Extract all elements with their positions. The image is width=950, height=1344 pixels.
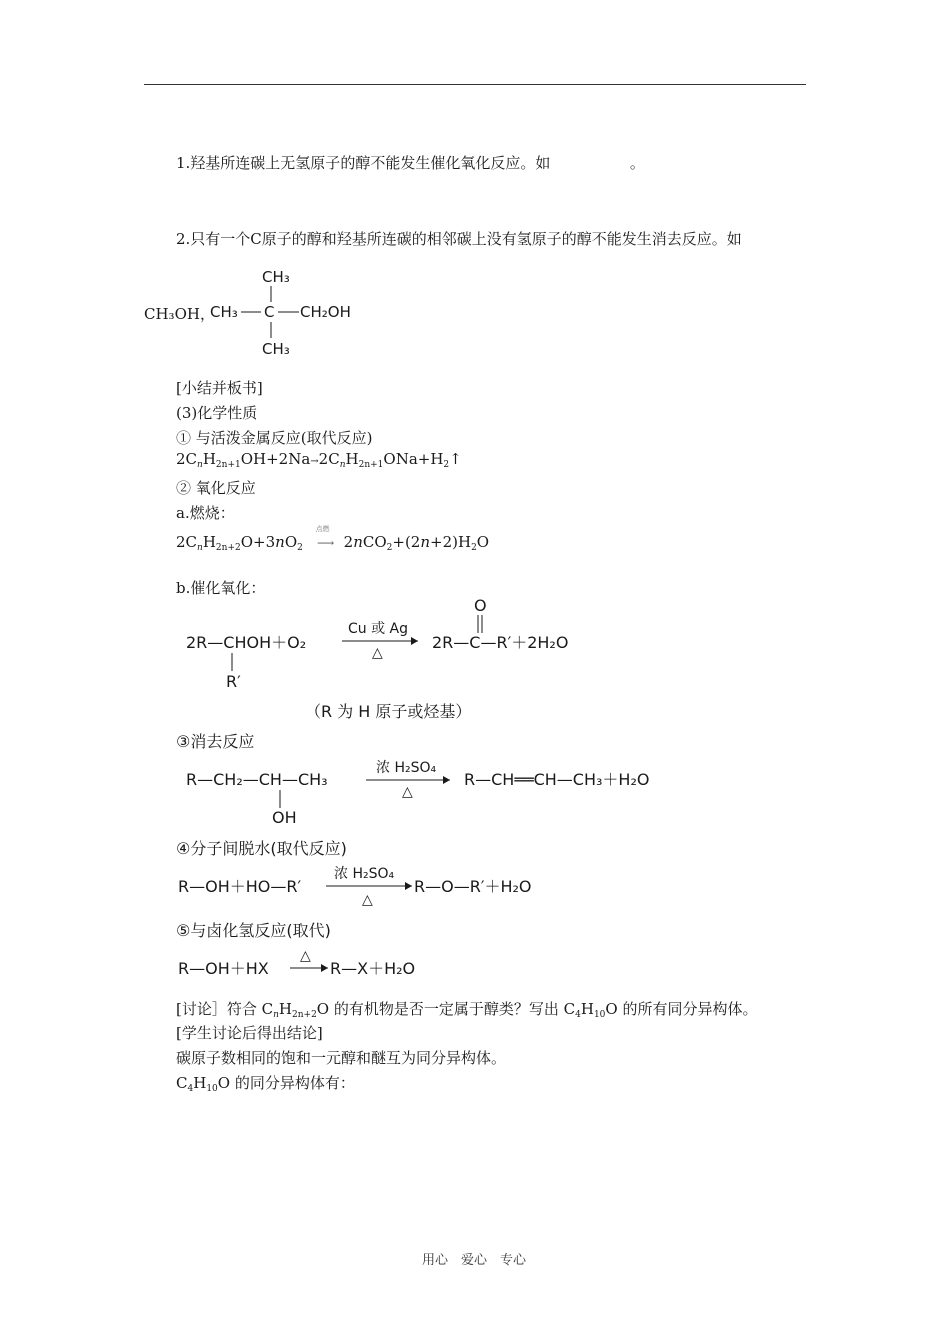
- struct-right-ch2oh: CH₂OH: [300, 303, 351, 321]
- dehyd-arrowhead: [405, 882, 412, 890]
- reaction-4-title: ④分子间脱水(取代反应): [176, 839, 347, 858]
- dehyd-lhs: R—OH＋HO—R′: [178, 877, 302, 896]
- paragraph-2: 2.只有一个C原子的醇和羟基所连碳的相邻碳上没有氢原子的醇不能发生消去反应。如: [176, 230, 742, 248]
- reaction-1-title: ① 与活泼金属反应(取代反应): [176, 429, 373, 447]
- page-footer: 用心 爱心 专心: [422, 1253, 527, 1268]
- reaction-2-title: ② 氧化反应: [176, 479, 256, 497]
- struct-bottom-ch3: CH₃: [262, 340, 290, 358]
- cat-ox-top-o: O: [474, 596, 487, 615]
- combustion-equation: $2C_nH_{2n+2}O+3nO_2$ 点燃 ⟶ $2nCO_2+(2n+2)H_2O$: [176, 525, 490, 553]
- struct-left-ch3: CH₃: [210, 303, 238, 321]
- elim-cond-bottom: △: [402, 784, 413, 800]
- hx-lhs: R—OH＋HX: [178, 959, 269, 978]
- struct-center-c: C: [264, 303, 275, 321]
- catalytic-oxidation-note: （R 为 H 原子或烃基）: [305, 702, 472, 721]
- elim-rhs: R—CH══CH—CH₃＋H₂O: [464, 770, 650, 789]
- reaction-3-title: ③消去反应: [176, 732, 255, 751]
- dehyd-rhs: R—O—R′＋H₂O: [414, 877, 532, 896]
- neopentyl-alcohol-structure: [205, 262, 375, 362]
- catalytic-oxidation-label: b.催化氧化：: [176, 579, 266, 597]
- cat-ox-cond-top: Cu 或 Ag: [348, 621, 409, 637]
- dehyd-cond-bottom: △: [362, 892, 373, 908]
- header-rule: [144, 84, 806, 85]
- cat-ox-sub-r: R′: [226, 672, 241, 691]
- struct-top-ch3: CH₃: [262, 268, 290, 286]
- reaction-5-title: ⑤与卤化氢反应(取代): [176, 921, 331, 940]
- catalytic-oxidation-equation: [180, 595, 620, 695]
- hx-rhs: R—X＋H₂O: [330, 959, 416, 978]
- isomers-heading: $C_4H_{10}O$ 的同分异构体有：: [176, 1074, 355, 1094]
- paragraph-1: [176, 152, 645, 173]
- dehyd-cond-top: 浓 H₂SO₄: [334, 866, 395, 882]
- paragraph-1-end: 。: [629, 154, 645, 172]
- cat-ox-lhs: 2R—CHOH＋O₂: [186, 633, 307, 652]
- elim-arrowhead: [443, 776, 450, 784]
- paragraph-1-text: 1.羟基所连碳上无氢原子的醇不能发生催化氧化反应。如: [176, 154, 551, 172]
- combustion-label: a.燃烧：: [176, 504, 235, 522]
- hydrogen-halide-equation: [176, 942, 476, 982]
- summary-heading: [小结并板书]: [176, 379, 263, 397]
- elim-sub-oh: OH: [272, 808, 297, 827]
- dehydration-equation: [176, 860, 576, 912]
- elimination-equation: [180, 752, 700, 832]
- reaction-1-equation: $2C_nH_{2n+1}OH+2Na\to 2C_nH_{2n+1}ONa+H_2↑$: [176, 450, 462, 470]
- section-3-heading: (3)化学性质: [176, 404, 258, 422]
- cat-ox-rhs: 2R—C—R′＋2H₂O: [432, 633, 569, 652]
- hx-arrowhead: [321, 964, 328, 972]
- discussion-question: [讨论］符合 $C_nH_{2n+2}O$ 的有机物是否一定属于醇类？写出 $C_4H_{10}O$ 的所有同分异构体。: [176, 1000, 758, 1020]
- cat-ox-cond-bottom: △: [372, 645, 383, 661]
- cat-ox-arrowhead: [411, 637, 418, 645]
- elim-lhs: R—CH₂—CH—CH₃: [186, 770, 328, 789]
- methanol-example: CH₃OH，: [144, 305, 215, 323]
- elim-cond-top: 浓 H₂SO₄: [376, 760, 437, 776]
- hx-cond-top: △: [300, 948, 311, 964]
- student-conclusion-heading: [学生讨论后得出结论]: [176, 1024, 323, 1042]
- conclusion-text: 碳原子数相同的饱和一元醇和醚互为同分异构体。: [176, 1049, 507, 1067]
